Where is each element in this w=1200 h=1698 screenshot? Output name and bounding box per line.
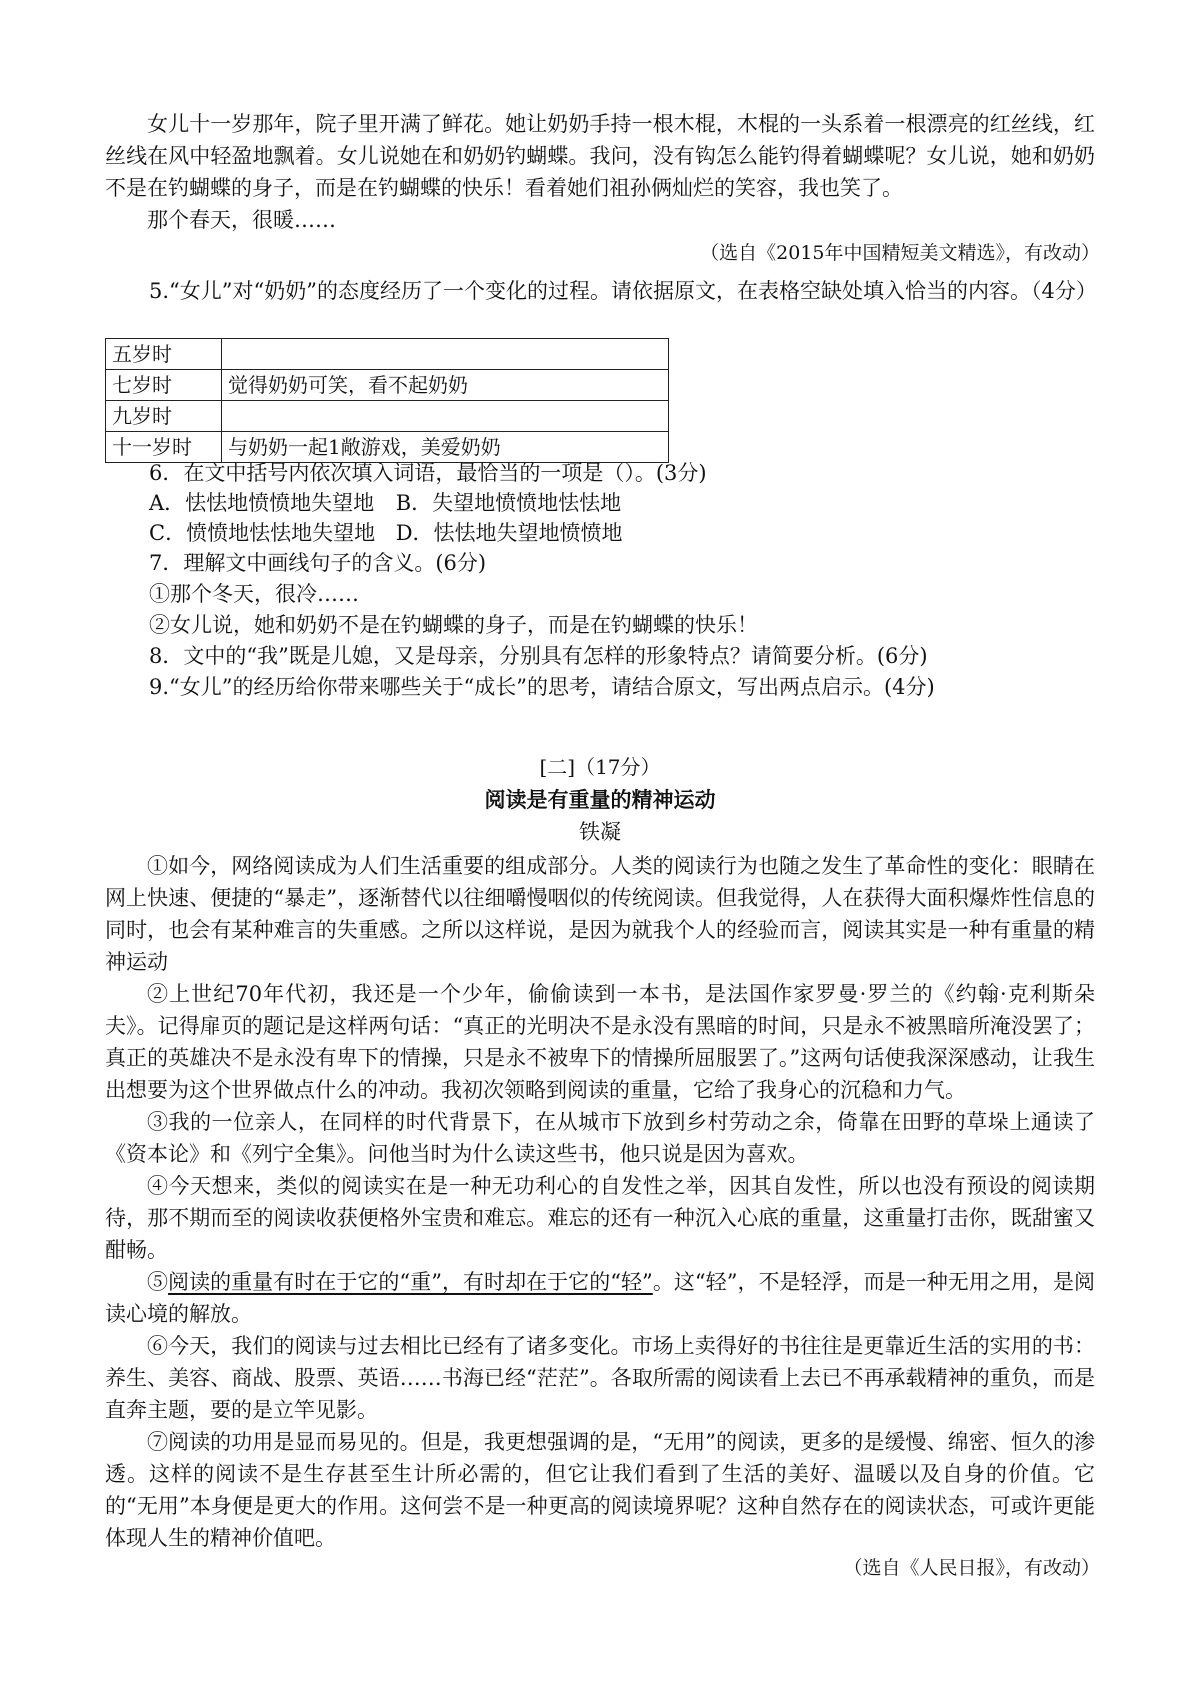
option-d: D．怯怯地失望地愤愤地 bbox=[395, 521, 623, 545]
table-age-cell: 九岁时 bbox=[106, 401, 222, 432]
article-paragraph-1: ①如今，网络阅读成为人们生活重要的组成部分。人类的阅读行为也随之发生了革命性的变化：眼睛在网上快速、便捷的“暴走”，逐渐替代以往细嚼慢咽似的传统阅读。但我觉得，人在获得大面积爆炸性信息的同时，也会有某种难言的失重感。之所以这样说，是因为就我个人的经验而言，阅读其实是一种有重量的精神运动 bbox=[105, 854, 1095, 974]
question-7-item-2: ②女儿说，她和奶奶不是在钓蝴蝶的身子，而是在钓蝴蝶的快乐！ bbox=[149, 613, 758, 637]
question-9: 9.“女儿”的经历给你带来哪些关于“成长”的思考，请结合原文，写出两点启示。(4分) bbox=[149, 675, 935, 699]
table-content-cell: 与奶奶一起1敞游戏，美爱奶奶 bbox=[222, 432, 669, 463]
option-c: C．愤愤地怯怯地失望地 bbox=[149, 521, 376, 545]
table-content-cell: 觉得奶奶可笑，看不起奶奶 bbox=[222, 370, 669, 401]
question-8: 8．文中的“我”既是儿媳，又是母亲，分别具有怎样的形象特点？请简要分析。(6分) bbox=[149, 644, 928, 668]
table-age-cell: 五岁时 bbox=[106, 339, 222, 370]
table-age-cell: 七岁时 bbox=[106, 370, 222, 401]
option-a: A．怯怯地愤愤地失望地 bbox=[149, 491, 375, 515]
article-paragraph-6: ⑥今天，我们的阅读与过去相比已经有了诸多变化。市场上卖得好的书往往是更靠近生活的实用的书：养生、美容、商战、股票、英语……书海已经“茫茫”。各取所需的阅读看上去已不再承载精神的重负，而是直奔主题，要的是立竿见影。 bbox=[105, 1334, 1095, 1422]
article-paragraph-3: ③我的一位亲人，在同样的时代背景下，在从城市下放到乡村劳动之余，倚靠在田野的草垛上通读了《资本论》和《列宁全集》。问他当时为什么读这些书，他只说是因为喜欢。 bbox=[105, 1110, 1095, 1166]
table-row bbox=[106, 370, 669, 401]
option-b: B．失望地愤愤地怯怯地 bbox=[395, 491, 622, 515]
paragraph-5-rest: 。这“轻”，不是轻浮，而是一种无用之用，是阅读心境的解放。 bbox=[105, 1270, 1095, 1326]
passage1-source: （选自《2015年中国精短美文精选》，有改动） bbox=[700, 242, 1100, 264]
article-paragraph-2: ②上世纪70年代初，我还是一个少年，偷偷读到一本书，是法国作家罗曼·罗兰的《约翰·克利斯朵夫》。记得扉页的题记是这样两句话：“真正的光明决不是永没有黑暗的时间，只是永不被黑暗所淹没罢了；真正的英雄决不是永没有卑下的情操，只是永不被卑下的情操所屈服罢了。”这两句话使我深深感动，让我生出想要为这个世界做点什么的冲动。我初次领略到阅读的重量，它给了我身心的沉稳和力气。 bbox=[105, 982, 1095, 1102]
table-row bbox=[106, 339, 669, 370]
article-paragraph-4: ④今天想来，类似的阅读实在是一种无功利心的自发性之举，因其自发性，所以也没有预设的阅读期待，那不期而至的阅读收获便格外宝贵和难忘。难忘的还有一种沉入心底的重量，这重量打击你，既甜蜜又酣畅。 bbox=[105, 1174, 1095, 1262]
question-7: 7．理解文中画线句子的含义。(6分) bbox=[149, 551, 487, 575]
article-title: 阅读是有重量的精神运动 bbox=[484, 788, 716, 812]
table-row bbox=[106, 401, 669, 432]
question-6-options-row2 bbox=[149, 518, 636, 548]
question-6: 6．在文中括号内依次填入词语，最恰当的一项是（）。(3分) bbox=[149, 461, 707, 485]
question-7-item-1: ①那个冬天，很冷…… bbox=[149, 582, 359, 606]
question-5: 5.“女儿”对“奶奶”的态度经历了一个变化的过程。请依据原文，在表格空缺处填入恰当的内容。（4分） bbox=[149, 279, 1097, 303]
article-source: （选自《人民日报》，有改动） bbox=[843, 1557, 1100, 1579]
article-author: 铁凝 bbox=[579, 820, 621, 844]
passage1-closing-line: 那个春天，很暖…… bbox=[147, 208, 336, 232]
table-age-cell: 十一岁时 bbox=[106, 432, 222, 463]
section-heading: [二]（17分） bbox=[539, 755, 661, 779]
table-answer-blank[interactable] bbox=[222, 401, 669, 432]
article-paragraph-7: ⑦阅读的功用是显而易见的。但是，我更想强调的是，“无用”的阅读，更多的是缓慢、绵密、恒久的渗透。这样的阅读不是生存甚至生计所必需的，但它让我们看到了生活的美好、温暖以及自身的价值。它的“无用”本身便是更大的作用。这何尝不是一种更高的阅读境界呢？这种自然存在的阅读状态，可或许更能体现人生的精神价值吧。 bbox=[105, 1430, 1095, 1550]
paragraph-marker: ⑤ bbox=[147, 1270, 169, 1294]
passage1-paragraph: 女儿十一岁那年，院子里开满了鲜花。她让奶奶手持一根木棍，木棍的一头系着一根漂亮的红丝线，红丝线在风中轻盈地飘着。女儿说她在和奶奶钓蝴蝶。我问，没有钩怎么能钓得着蝴蝶呢？女儿说，她和奶奶不是在钓蝴蝶的身子，而是在钓蝴蝶的快乐！看着她们祖孙俩灿烂的笑容，我也笑了。 bbox=[105, 112, 1095, 200]
underlined-sentence: 阅读的重量有时在于它的“重”，有时却在于它的“轻” bbox=[168, 1270, 653, 1294]
attitude-table bbox=[105, 338, 669, 463]
article-paragraph-5 bbox=[105, 1266, 1095, 1330]
table-answer-blank[interactable] bbox=[222, 339, 669, 370]
question-6-options-row1 bbox=[149, 488, 636, 518]
